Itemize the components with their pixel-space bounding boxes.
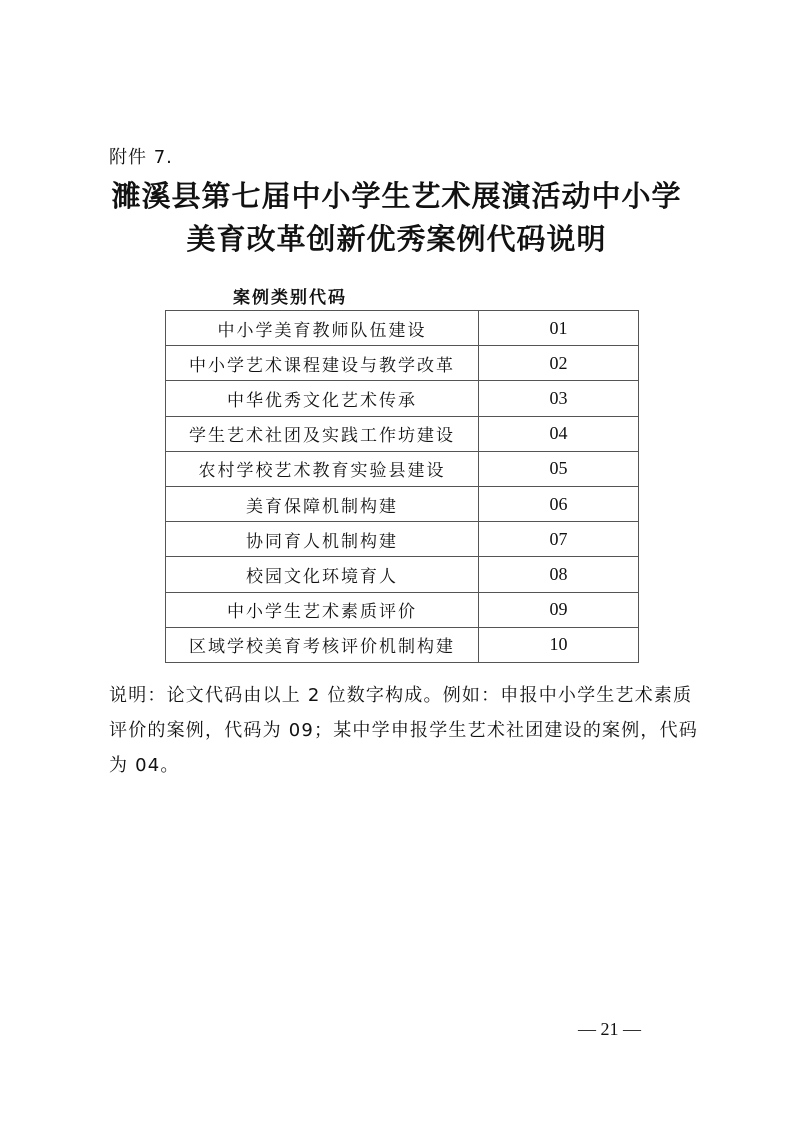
table-row (166, 416, 639, 451)
attachment-label: 附件 7. (109, 147, 173, 168)
table-row (166, 346, 639, 381)
table-caption: 案例类别代码 (233, 288, 347, 308)
table-row (166, 311, 639, 346)
category-code-cell: 02 (479, 346, 639, 381)
category-name-cell: 中华优秀文化艺术传承 (166, 381, 479, 416)
category-code-cell: 03 (479, 381, 639, 416)
page-title-line-2: 美育改革创新优秀案例代码说明 (186, 222, 607, 256)
category-code-cell: 06 (479, 486, 639, 521)
category-name-cell: 农村学校艺术教育实验县建设 (166, 451, 479, 486)
category-name-cell: 中小学艺术课程建设与教学改革 (166, 346, 479, 381)
category-code-cell: 08 (479, 557, 639, 592)
table-row (166, 522, 639, 557)
category-name-cell: 中小学美育教师队伍建设 (166, 311, 479, 346)
category-name-cell: 中小学生艺术素质评价 (166, 592, 479, 627)
category-name-cell: 校园文化环境育人 (166, 557, 479, 592)
table-row (166, 381, 639, 416)
category-name-cell: 区域学校美育考核评价机制构建 (166, 627, 479, 662)
table-row (166, 486, 639, 521)
category-code-cell: 09 (479, 592, 639, 627)
page-number: — 21 — (578, 1019, 641, 1039)
category-name-cell: 学生艺术社团及实践工作坊建设 (166, 416, 479, 451)
category-name-cell: 美育保障机制构建 (166, 486, 479, 521)
category-code-table (165, 310, 639, 663)
table-row (166, 592, 639, 627)
explanation-note: 说明：论文代码由以上 2 位数字构成。例如：申报中小学生艺术素质评价的案例，代码为 09；某中学申报学生艺术社团建设的案例，代码为 04。 (109, 685, 699, 776)
category-name-cell: 协同育人机制构建 (166, 522, 479, 557)
table-row (166, 557, 639, 592)
category-code-cell: 01 (479, 311, 639, 346)
category-code-cell: 05 (479, 451, 639, 486)
category-code-cell: 04 (479, 416, 639, 451)
table-row (166, 451, 639, 486)
category-code-cell: 07 (479, 522, 639, 557)
page-title-line-1: 濉溪县第七届中小学生艺术展演活动中小学 (111, 179, 682, 213)
category-code-cell: 10 (479, 627, 639, 662)
table-row (166, 627, 639, 662)
